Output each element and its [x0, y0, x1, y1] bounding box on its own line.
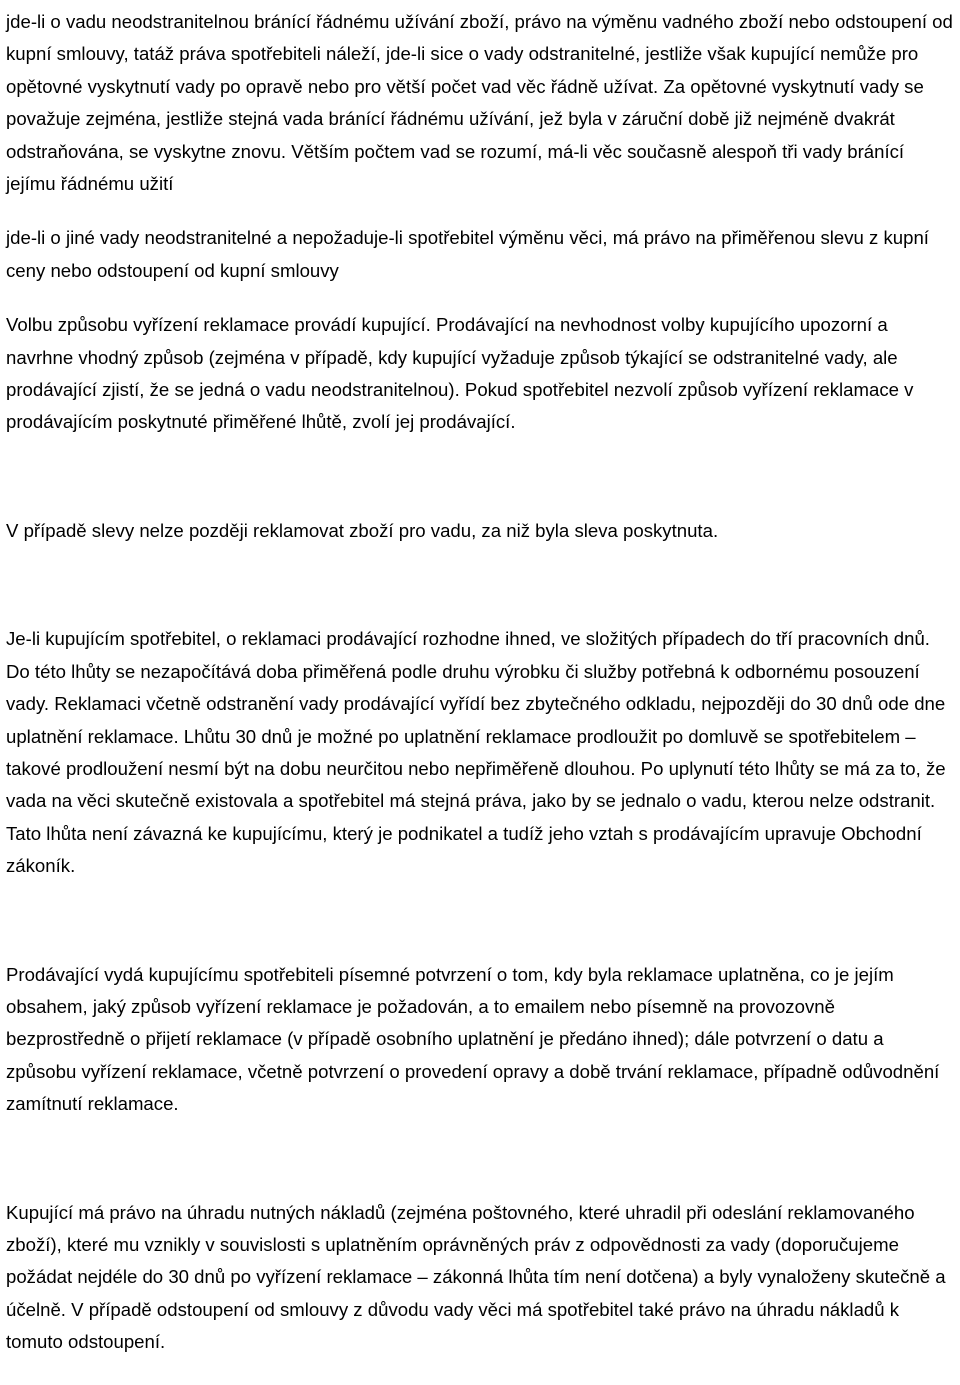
paragraph-spacer [6, 200, 956, 222]
paragraph-jine-vady: jde-li o jiné vady neodstranitelné a nepožaduje-li spotřebitel výměnu věci, má právo na přiměřenou slevu z kupní ceny nebo odstoupení od kupní smlouvy [6, 227, 929, 281]
paragraph-spacer [6, 547, 956, 623]
paragraph-spacer [6, 883, 956, 959]
paragraph-spacer [6, 1121, 956, 1197]
paragraph-neodstranitelne-vady: jde-li o vadu neodstranitelnou bránící řádnému užívání zboží, právo na výměnu vadného zboží nebo odstoupení od kupní smlouvy, tatáž práva spotřebiteli náleží, jde-li sice o vady odstranitelné, jestliže však kupující nemůže pro opětovné vyskytnutí vady po opravě nebo pro větší počet vad věc řádně užívat. Za opětovné vyskytnutí vady se považuje zejména, jestliže stejná vada bránící řádnému užívání, jež byla v záruční době již nejméně dvakrát odstraňována, se vyskytne znovu. Větším počtem vad se rozumí, má-li věc současně alespoň tři vady bránící jejímu řádnému užití [6, 11, 953, 195]
paragraph-volba-zpusobu: Volbu způsobu vyřízení reklamace provádí kupující. Prodávající na nevhodnost volby kupujícího upozorní a navrhne vhodný způsob (zejména v případě, kdy kupující vyžaduje způsob týkající se odstranitelné vady, ale prodávající zjistí, že se jedná o vadu neodstranitelnou). Pokud spotřebitel nezvolí způsob vyřízení reklamace v prodávajícím poskytnuté přiměřené lhůtě, zvolí jej prodávající. [6, 314, 914, 433]
paragraph-spacer [6, 287, 956, 309]
paragraph-spacer [6, 439, 956, 515]
document-page [6, 6, 956, 1359]
paragraph-naklady: Kupující má právo na úhradu nutných nákladů (zejména poštovného, které uhradil při odeslání reklamovaného zboží), které mu vznikly v souvislosti s uplatněním oprávněných práv z odpovědnosti za vady (doporučujeme požádat nejdéle do 30 dnů po vyřízení reklamace – zákonná lhůta tím není dotčena) a byly vynaloženy skutečně a účelně. V případě odstoupení od smlouvy z důvodu vady věci má spotřebitel také právo na úhradu nákladů k tomuto odstoupení. [6, 1201, 946, 1353]
paragraph-lhuta-vyrizeni: Je-li kupujícím spotřebitel, o reklamaci prodávající rozhodne ihned, ve složitých případech do tří pracovních dnů. Do této lhůty se nezapočítává doba přiměřená podle druhu výrobku či služby potřebná k odbornému posouzení vady. Reklamaci včetně odstranění vady prodávající vyřídí bez zbytečného odkladu, nejpozději do 30 dnů ode dne uplatnění reklamace. Lhůtu 30 dnů je možné po uplatnění reklamace prodloužit po domluvě se spotřebitelem – takové prodloužení nesmí být na dobu neurčitou nebo nepřiměřeně dlouhou. Po uplynutí této lhůty se má za to, že vada na věci skutečně existovala a spotřebitel má stejná práva, jako by se jednalo o vadu, kterou nelze odstranit. Tato lhůta není závazná ke kupujícímu, který je podnikatel a tudíž jeho vztah s prodávajícím upravuje Obchodní zákoník. [6, 628, 946, 877]
paragraph-potvrzeni: Prodávající vydá kupujícímu spotřebiteli písemné potvrzení o tom, kdy byla reklamace uplatněna, co je jejím obsahem, jaký způsob vyřízení reklamace je požadován, a to emailem nebo písemně na provozovně bezprostředně o přijetí reklamace (v případě osobního uplatnění je předáno ihned); dále potvrzení o datu a způsobu vyřízení reklamace, včetně potvrzení o provedení opravy a době trvání reklamace, případně odůvodnění zamítnutí reklamace. [6, 963, 940, 1115]
paragraph-sleva: V případě slevy nelze později reklamovat zboží pro vadu, za niž byla sleva poskytnuta. [6, 519, 719, 541]
